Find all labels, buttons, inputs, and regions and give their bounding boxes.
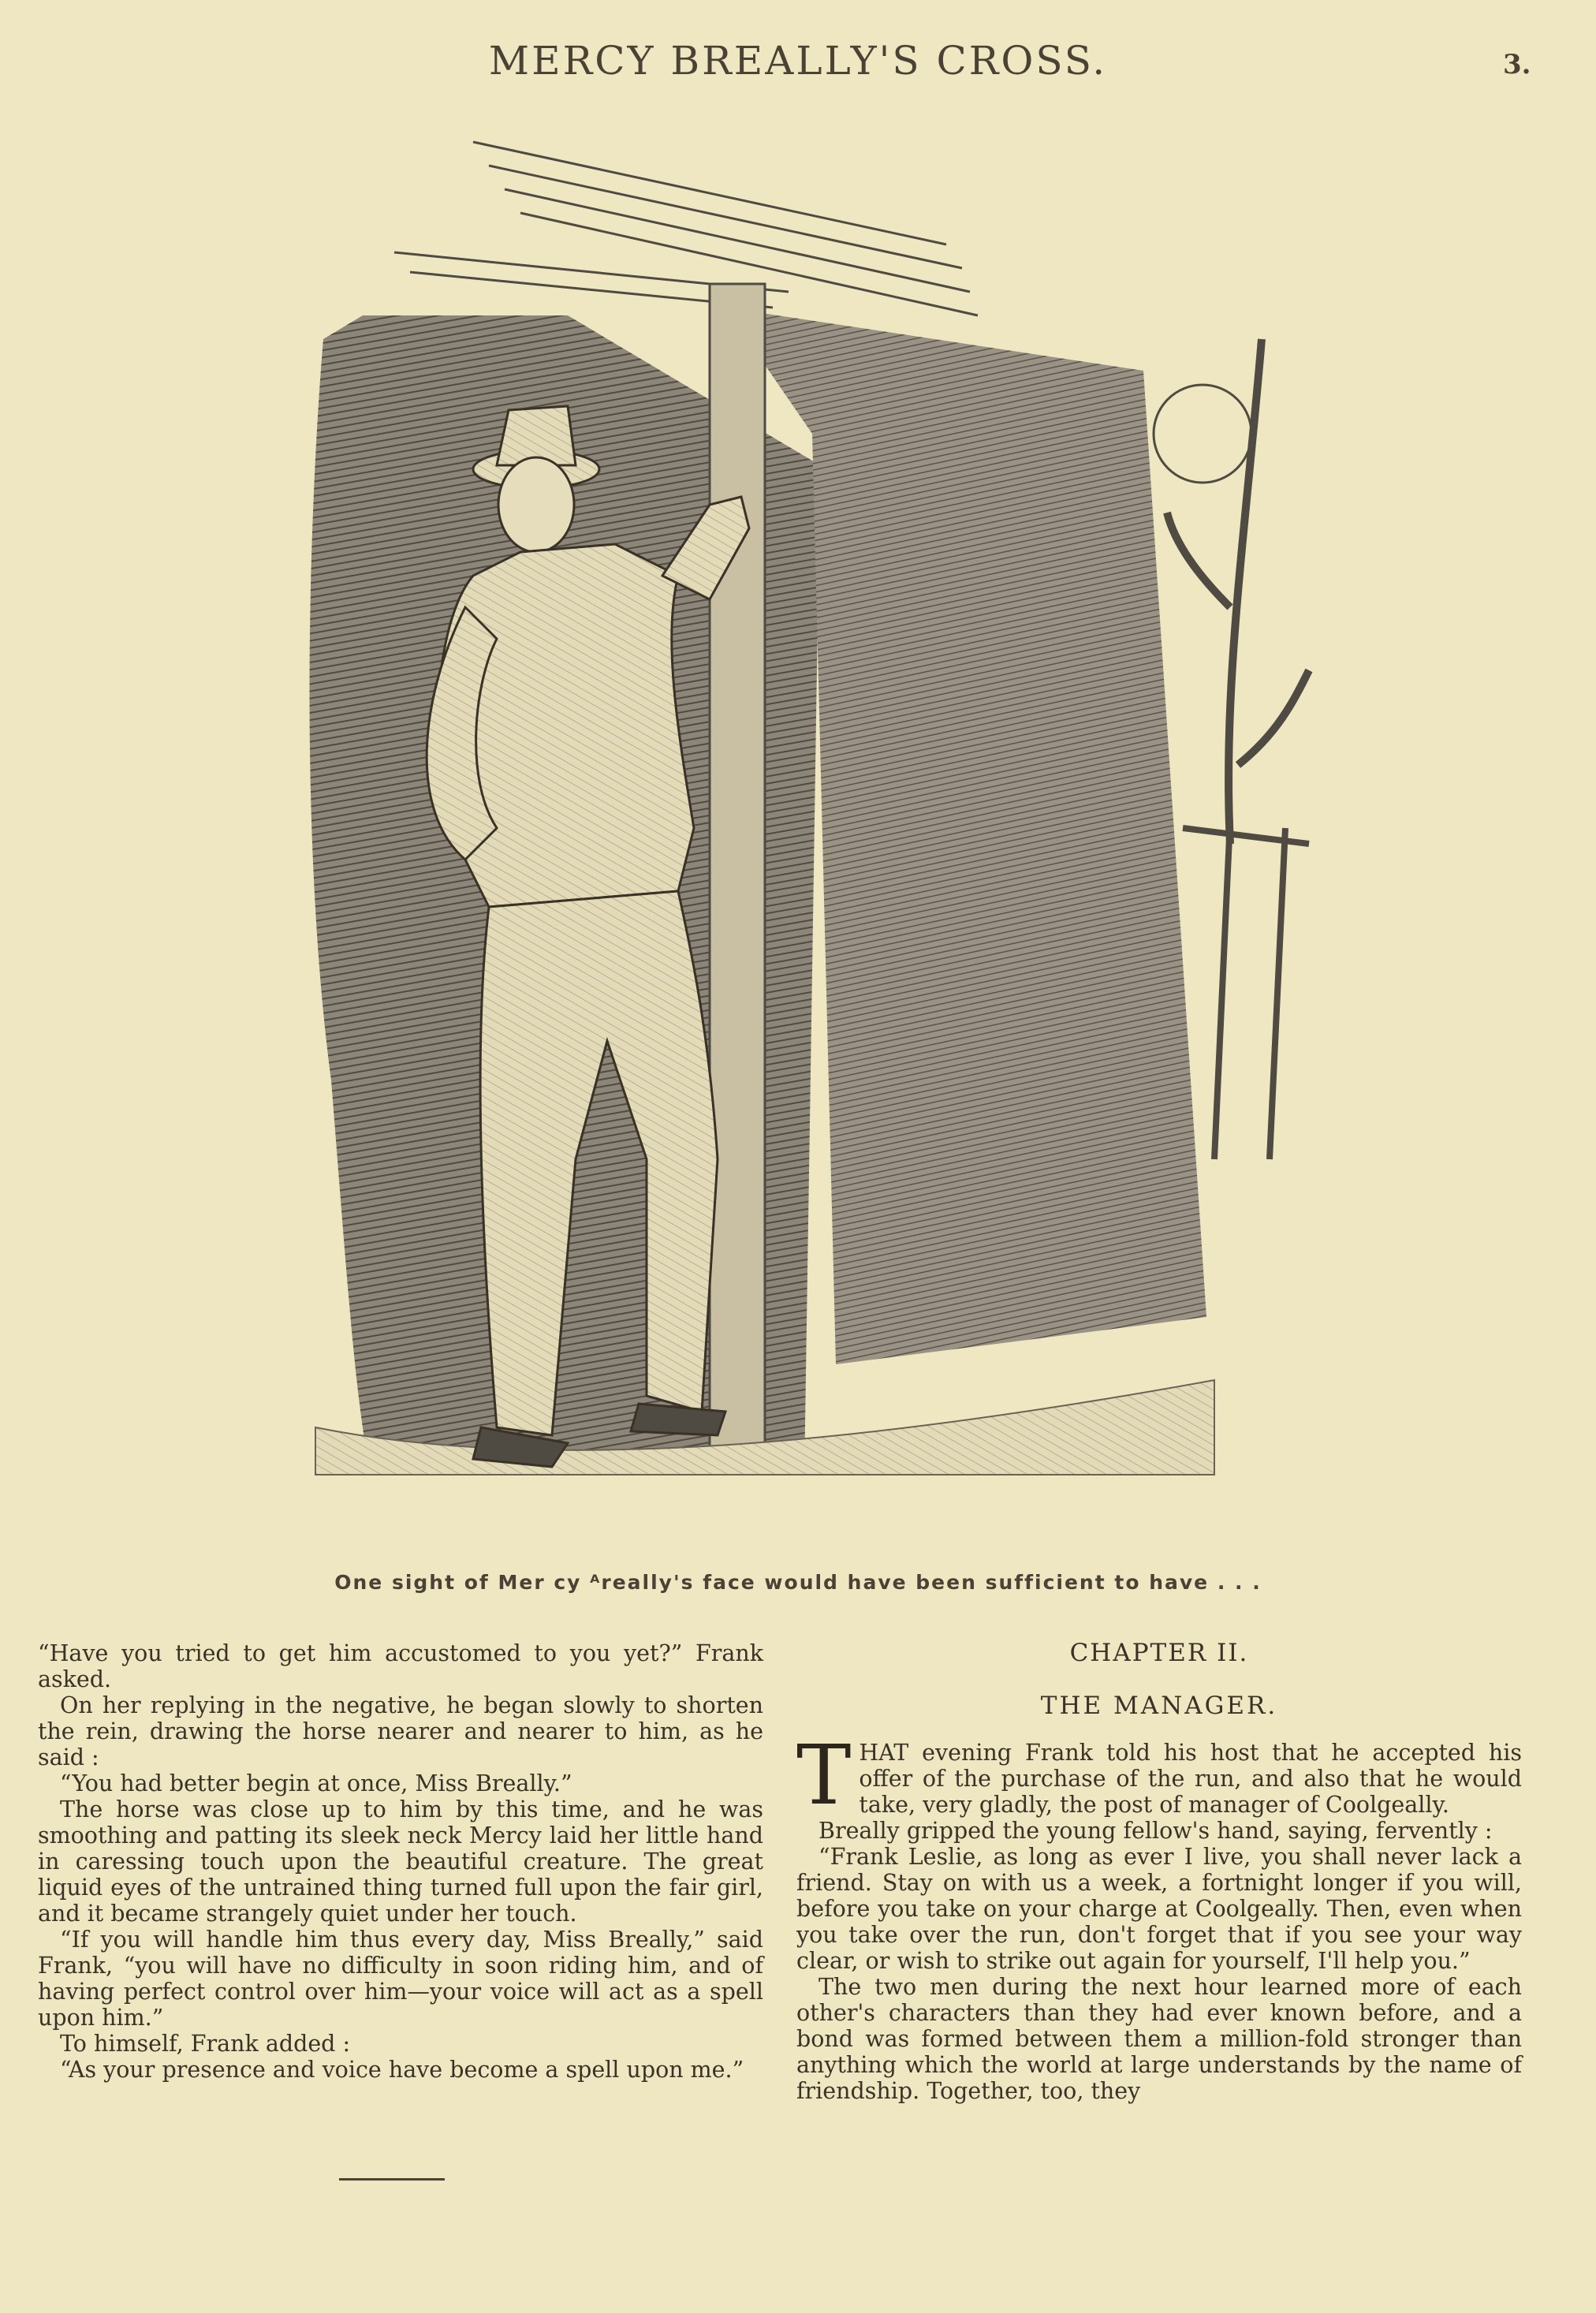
paragraph: The two men during the next hour learned more of each other's characters than they had ever known before, and a bond was formed between them a million-fold stronger than anything which the world at large understands by the name of friendship. Together, too, they (796, 1974, 1522, 2104)
chapter-title: THE MANAGER. (1040, 1692, 1278, 1720)
opening-paragraph (796, 1727, 1522, 1823)
paragraph: The horse was close up to him by this time, and he was smoothing and patting its sleek neck Mercy laid her little hand in caressing touch upon the beautiful creature. The great liquid eyes of the untrained thing turned full upon the fair girl, and it became strangely quiet under her touch. (38, 1796, 763, 1927)
running-title: MERCY BREALLY'S CROSS. (488, 38, 1108, 84)
section-rule (339, 2178, 445, 2181)
paragraph: “As your presence and voice have become a spell upon me.” (60, 2057, 744, 2083)
right-column (796, 1640, 1522, 2104)
chapter-heading: CHAPTER II. (1069, 1639, 1249, 1667)
opening-text: HAT evening Frank told his host that he accepted his offer of the purchase of the run, and also that he would take, very gladly, the post of manager of Coolgeally. (859, 1740, 1522, 1818)
paragraph: Breally gripped the young fellow's hand, saying, fervently : (819, 1818, 1493, 1844)
paragraph: To himself, Frank added : (60, 2031, 351, 2057)
left-column (38, 1640, 763, 2083)
paragraph: “If you will handle him thus every day, Miss Breally,” said Frank, “you will have no difficulty in soon riding him, and of having perfect control over him—your voice will act as a spell upon him.” (38, 1927, 763, 2031)
page-number: 3. (1503, 49, 1531, 80)
paragraph: “You had better begin at once, Miss Breally.” (60, 1770, 572, 1796)
paragraph: On her replying in the negative, he began slowly to shorten the rein, drawing the horse nearer and nearer to him, as he said : (38, 1692, 763, 1770)
engraving-illustration (237, 134, 1341, 1538)
drop-cap: T (796, 1727, 852, 1823)
illustration-caption: One sight of Mer cy ᴬreally's face would have been sufficient to have . . . (334, 1571, 1262, 1594)
paragraph: “Have you tried to get him accustomed to you yet?” Frank asked. (38, 1640, 763, 1692)
paragraph: “Frank Leslie, as long as ever I live, you shall never lack a friend. Stay on with us a week, a fortnight longer if you will, before you take on your charge at Coolgeally. Then, even when you take over the run, don't forget that if you see your way clear, or wish to strike out again for yourself, I'll help you.” (796, 1844, 1522, 1974)
